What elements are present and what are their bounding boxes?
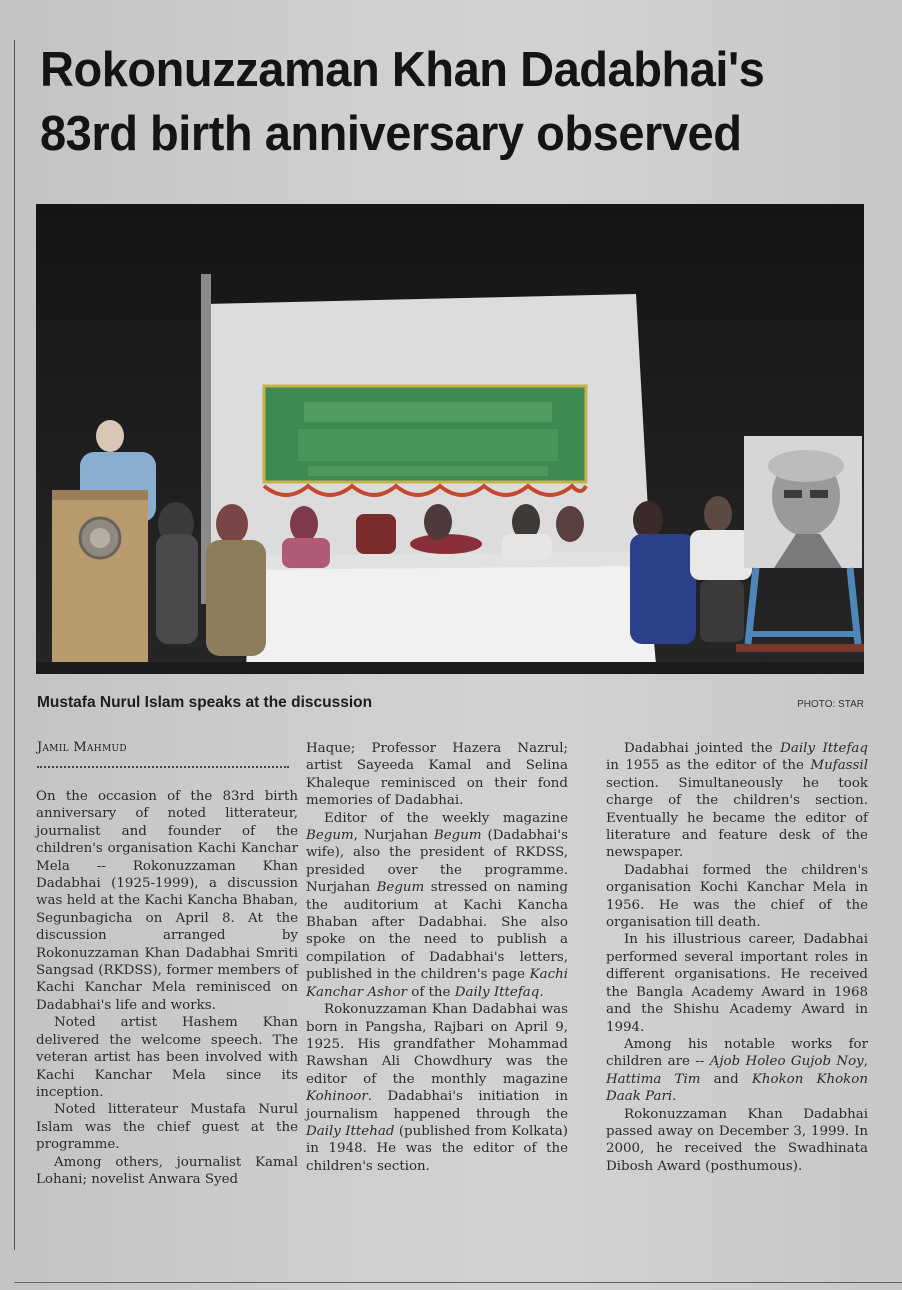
byline: Jamil Mahmud bbox=[37, 740, 127, 755]
paragraph: Dadabhai formed the children's organisation Kochi Kanchar Mela in 1956. He was the chief of the organisation till death. bbox=[606, 862, 868, 931]
paragraph: Rokonuzzaman Khan Dadabhai passed away on December 3, 1999. In 2000, he received the Swadhinata Dibosh Award (posthumous). bbox=[606, 1106, 868, 1174]
photo-illustration bbox=[36, 204, 864, 674]
column-rule bbox=[14, 40, 15, 1250]
news-photo bbox=[36, 204, 864, 674]
article-column-3 bbox=[606, 740, 868, 1175]
paragraph: Noted artist Hashem Khan delivered the welcome speech. The veteran artist has been involved with Kachi Kanchar Mela since its inception. bbox=[36, 1015, 298, 1100]
headline-line-1: Rokonuzzaman Khan Dadabhai's bbox=[40, 43, 765, 97]
paragraph: Noted litterateur Mustafa Nurul Islam was the chief guest at the programme. bbox=[36, 1102, 298, 1153]
photo-caption: Mustafa Nurul Islam speaks at the discussion bbox=[37, 694, 373, 711]
bottom-rule bbox=[14, 1282, 902, 1283]
headline bbox=[40, 38, 837, 166]
banner-image bbox=[264, 386, 586, 495]
paragraph: Among his notable works for children are -- Ajob Holeo Gujob Noy, Hattima Tim and Khokon Khokon Daak Pari. bbox=[606, 1036, 869, 1105]
headline-line-2: 83rd birth anniversary observed bbox=[40, 107, 742, 161]
table bbox=[246, 552, 656, 669]
paragraph: Among others, journalist Kamal Lohani; novelist Anwara Syed bbox=[36, 1154, 298, 1187]
article-column-2 bbox=[306, 740, 568, 1175]
paragraph: Rokonuzzaman Khan Dadabhai was born in Pangsha, Rajbari on April 9, 1925. His grandfather Mohammad Rawshan Ali Chowdhury was the editor of the monthly magazine Kohinoor. Dadabhai's initiation in journalism happened through the Daily Ittehad (published from Kolkata) in 1948. He was the editor of the children's section. bbox=[306, 1002, 568, 1174]
article-column-1 bbox=[36, 788, 298, 1188]
podium bbox=[52, 490, 148, 674]
paragraph: Editor of the weekly magazine Begum, Nurjahan Begum (Dadabhai's wife), also the president of RKDSS, presided over the programme. Nurjahan Begum stressed on naming the auditorium at Kachi Kancha Bhaban after Dadabhai. She also spoke on the need to publish a compilation of Dadabhai's letters, published in the children's page Kachi Kanchar Ashor of the Daily Ittefaq. bbox=[306, 810, 568, 1000]
paragraph: In his illustrious career, Dadabhai performed several important roles in different organisations. He received the Bangla Academy Award in 1968 and the Shishu Academy Award in 1994. bbox=[606, 932, 868, 1035]
photo-credit: PHOTO: STAR bbox=[797, 699, 864, 710]
byline-divider bbox=[37, 766, 289, 768]
paragraph: Haque; Professor Hazera Nazrul; artist Sayeeda Kamal and Selina Khaleque reminisced on their fond memories of Dadabhai. bbox=[306, 741, 568, 809]
paragraph: Dadabhai jointed the Daily Ittefaq in 1955 as the editor of the Mufassil section. Simultaneously he took charge of the children's section. Eventually he became the editor of literature and feature desk of the newspaper. bbox=[606, 741, 868, 861]
paragraph: On the occasion of the 83rd birth anniversary of noted litterateur, journalist and founder of the children's organisation Kachi Kanchar Mela -- Rokonuzzaman Khan Dadabhai (1925-1999), a discussion was held at the Kachi Kancha Bhaban, Segunbagicha on April 8. At the discussion arranged by Rokonuzzaman Khan Dadabhai Smriti Sangsad (RKDSS), former members of Kachi Kanchar Mela reminisced on Dadabhai's life and works. bbox=[36, 789, 298, 1013]
